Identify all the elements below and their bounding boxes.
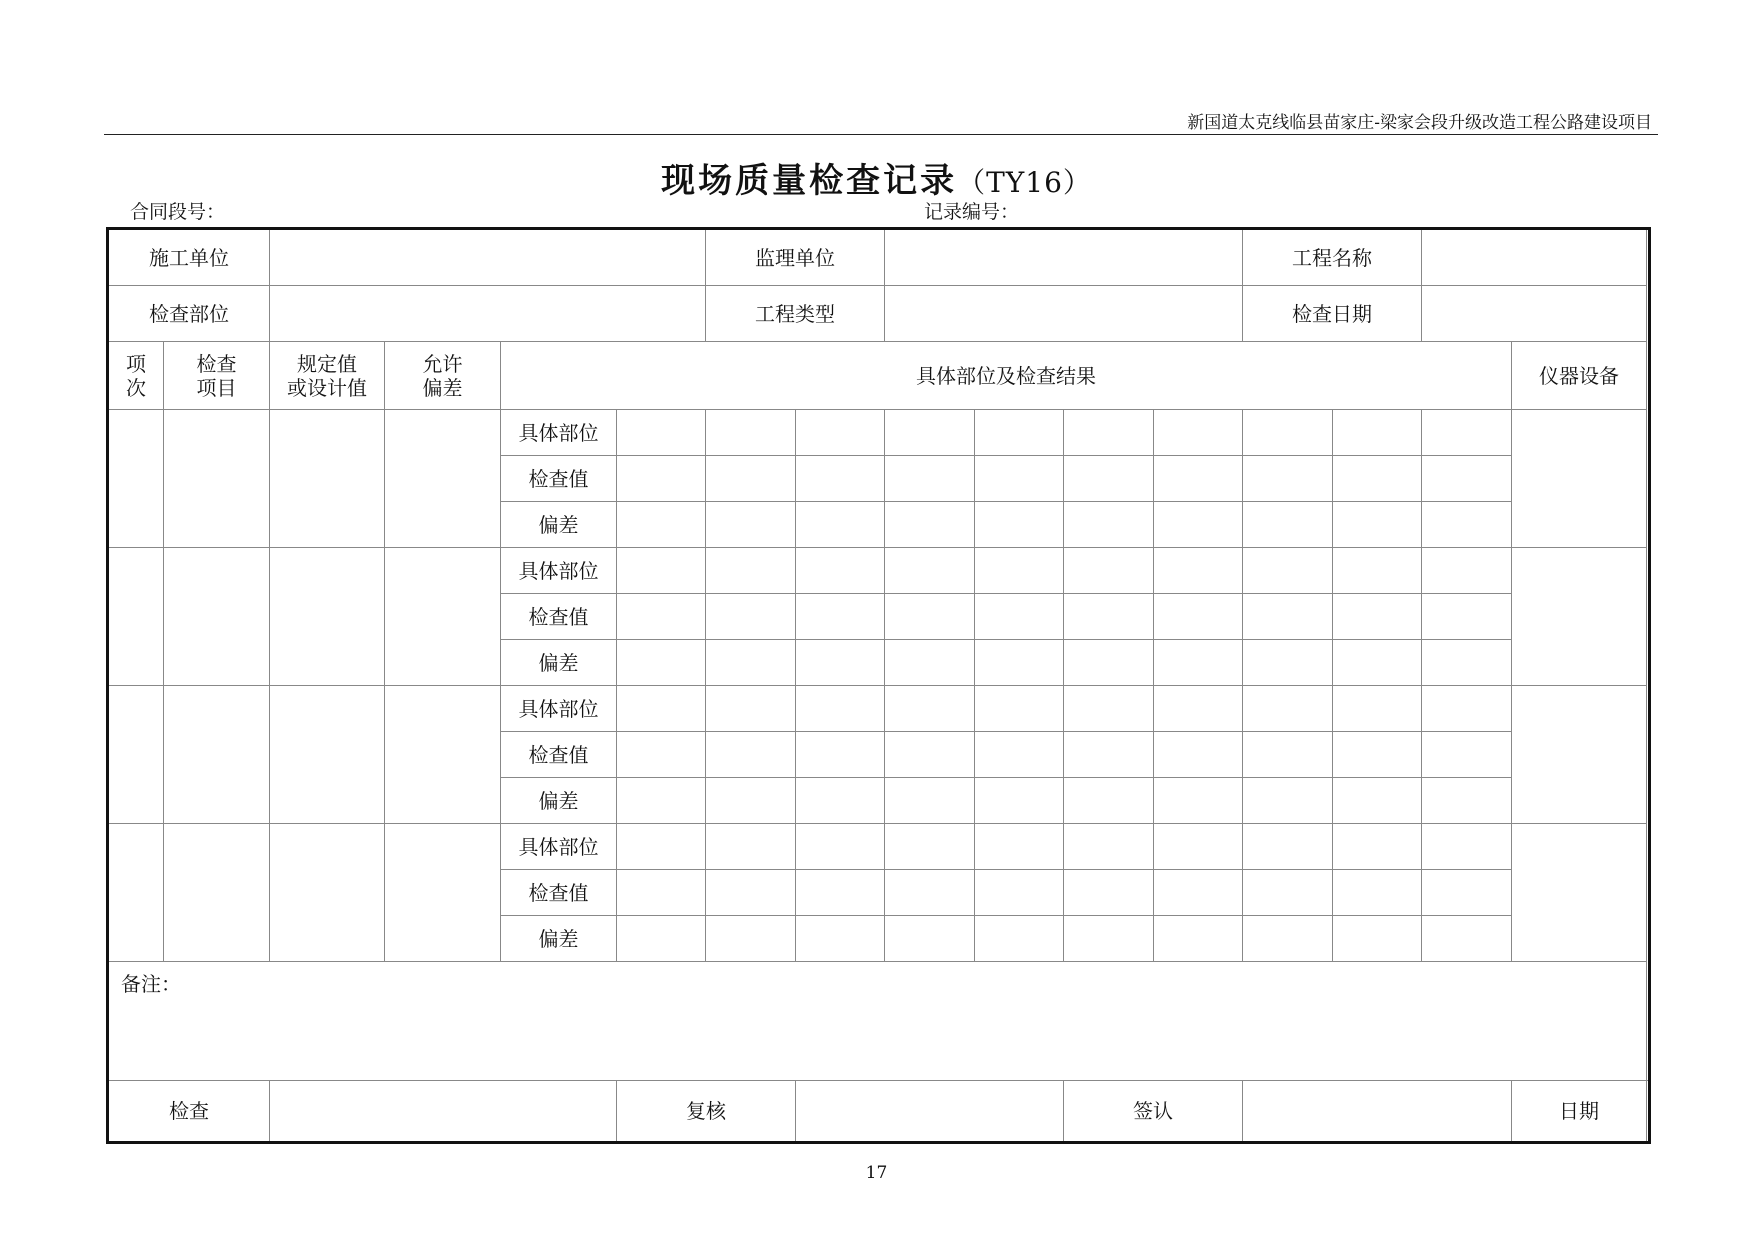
check-item-cell[interactable] bbox=[164, 410, 270, 548]
result-cell[interactable] bbox=[706, 916, 796, 962]
result-cell[interactable] bbox=[1422, 456, 1512, 502]
result-cell[interactable] bbox=[1422, 502, 1512, 548]
row-type-label: 检查值 bbox=[501, 594, 617, 640]
info-value-field[interactable] bbox=[270, 229, 706, 286]
col-header-item-no: 项 次 bbox=[108, 342, 164, 410]
result-cell[interactable] bbox=[1243, 456, 1333, 502]
row-type-label: 具体部位 bbox=[501, 686, 617, 732]
result-cell[interactable] bbox=[796, 594, 885, 640]
tolerance-cell[interactable] bbox=[385, 824, 501, 962]
result-cell[interactable] bbox=[1064, 456, 1154, 502]
signature-row bbox=[108, 1081, 1650, 1143]
result-cell[interactable] bbox=[975, 410, 1064, 456]
col-header-check-item: 检查 项目 bbox=[164, 342, 270, 410]
result-cell[interactable] bbox=[796, 916, 885, 962]
result-cell[interactable] bbox=[706, 594, 796, 640]
row-type-label: 检查值 bbox=[501, 732, 617, 778]
spec-value-cell[interactable] bbox=[270, 824, 385, 962]
result-cell[interactable] bbox=[796, 456, 885, 502]
info-label: 工程名称 bbox=[1243, 229, 1422, 286]
row-type-label: 具体部位 bbox=[501, 548, 617, 594]
result-cell[interactable] bbox=[975, 594, 1064, 640]
check-row bbox=[108, 686, 1650, 732]
result-cell[interactable] bbox=[617, 640, 706, 686]
result-cell[interactable] bbox=[1154, 456, 1243, 502]
result-cell[interactable] bbox=[1243, 548, 1333, 594]
result-cell[interactable] bbox=[885, 640, 975, 686]
spec-value-cell[interactable] bbox=[270, 410, 385, 548]
inspection-form-table bbox=[106, 227, 1651, 1144]
result-cell[interactable] bbox=[975, 732, 1064, 778]
header-rule bbox=[104, 134, 1658, 135]
signature-field[interactable] bbox=[796, 1081, 1064, 1143]
page-header: 新国道太克线临县苗家庄-梁家会段升级改造工程公路建设项目 bbox=[1187, 113, 1652, 133]
row-type-label: 检查值 bbox=[501, 870, 617, 916]
result-cell[interactable] bbox=[617, 594, 706, 640]
row-type-label: 偏差 bbox=[501, 502, 617, 548]
result-cell[interactable] bbox=[885, 456, 975, 502]
result-cell[interactable] bbox=[796, 824, 885, 870]
instrument-cell[interactable] bbox=[1512, 824, 1647, 962]
result-cell[interactable] bbox=[1064, 686, 1154, 732]
result-cell[interactable] bbox=[1333, 824, 1422, 870]
check-item-cell[interactable] bbox=[164, 548, 270, 686]
info-value-field[interactable] bbox=[1422, 229, 1647, 286]
result-cell[interactable] bbox=[1333, 548, 1422, 594]
row-type-label: 具体部位 bbox=[501, 410, 617, 456]
result-cell[interactable] bbox=[885, 410, 975, 456]
page-title bbox=[0, 153, 1753, 202]
result-cell[interactable] bbox=[1064, 548, 1154, 594]
result-cell[interactable] bbox=[975, 548, 1064, 594]
row-type-label: 偏差 bbox=[501, 916, 617, 962]
result-cell[interactable] bbox=[1154, 410, 1243, 456]
result-cell[interactable] bbox=[1154, 640, 1243, 686]
info-label: 施工单位 bbox=[108, 229, 270, 286]
result-cell[interactable] bbox=[796, 870, 885, 916]
item-no-cell[interactable] bbox=[108, 686, 164, 824]
result-cell[interactable] bbox=[1243, 502, 1333, 548]
result-cell[interactable] bbox=[885, 686, 975, 732]
check-item-cell[interactable] bbox=[164, 824, 270, 962]
spec-value-cell[interactable] bbox=[270, 686, 385, 824]
info-value-field[interactable] bbox=[885, 229, 1243, 286]
signature-label: 签认 bbox=[1064, 1081, 1243, 1143]
col-header-tolerance: 允许 偏差 bbox=[385, 342, 501, 410]
result-cell[interactable] bbox=[1064, 732, 1154, 778]
result-cell[interactable] bbox=[1333, 732, 1422, 778]
result-cell[interactable] bbox=[1333, 916, 1422, 962]
result-cell[interactable] bbox=[885, 870, 975, 916]
result-cell[interactable] bbox=[706, 686, 796, 732]
result-cell[interactable] bbox=[885, 732, 975, 778]
result-cell[interactable] bbox=[706, 410, 796, 456]
instrument-cell[interactable] bbox=[1512, 548, 1647, 686]
result-cell[interactable] bbox=[1064, 640, 1154, 686]
title-code: （TY16） bbox=[957, 166, 1092, 199]
row-type-label: 具体部位 bbox=[501, 824, 617, 870]
result-cell[interactable] bbox=[885, 548, 975, 594]
result-cell[interactable] bbox=[617, 456, 706, 502]
result-cell[interactable] bbox=[1333, 410, 1422, 456]
result-cell[interactable] bbox=[706, 824, 796, 870]
result-cell[interactable] bbox=[1064, 916, 1154, 962]
info-value-field[interactable] bbox=[270, 286, 706, 342]
result-cell[interactable] bbox=[1243, 640, 1333, 686]
result-cell[interactable] bbox=[617, 916, 706, 962]
result-cell[interactable] bbox=[617, 778, 706, 824]
info-value-field[interactable] bbox=[885, 286, 1243, 342]
signature-label: 复核 bbox=[617, 1081, 796, 1143]
column-header-row bbox=[108, 342, 1650, 410]
result-cell[interactable] bbox=[1422, 548, 1512, 594]
item-no-cell[interactable] bbox=[108, 410, 164, 548]
result-cell[interactable] bbox=[1333, 456, 1422, 502]
result-cell[interactable] bbox=[1154, 870, 1243, 916]
col-header-instrument: 仪器设备 bbox=[1512, 342, 1647, 410]
result-cell[interactable] bbox=[617, 686, 706, 732]
result-cell[interactable] bbox=[1422, 410, 1512, 456]
result-cell[interactable] bbox=[975, 640, 1064, 686]
result-cell[interactable] bbox=[885, 594, 975, 640]
item-no-cell[interactable] bbox=[108, 548, 164, 686]
result-cell[interactable] bbox=[885, 778, 975, 824]
result-cell[interactable] bbox=[1333, 778, 1422, 824]
result-cell[interactable] bbox=[975, 778, 1064, 824]
result-cell[interactable] bbox=[796, 502, 885, 548]
result-cell[interactable] bbox=[975, 686, 1064, 732]
record-number-label: 记录编号： bbox=[924, 201, 1020, 223]
result-cell[interactable] bbox=[975, 916, 1064, 962]
result-cell[interactable] bbox=[1243, 732, 1333, 778]
result-cell[interactable] bbox=[975, 456, 1064, 502]
result-cell[interactable] bbox=[617, 824, 706, 870]
result-cell[interactable] bbox=[706, 732, 796, 778]
result-cell[interactable] bbox=[796, 640, 885, 686]
item-no-cell[interactable] bbox=[108, 824, 164, 962]
result-cell[interactable] bbox=[706, 456, 796, 502]
result-cell[interactable] bbox=[796, 778, 885, 824]
tolerance-cell[interactable] bbox=[385, 410, 501, 548]
result-cell[interactable] bbox=[1243, 594, 1333, 640]
result-cell[interactable] bbox=[1422, 916, 1512, 962]
info-row bbox=[108, 229, 1650, 286]
result-cell[interactable] bbox=[1422, 686, 1512, 732]
spec-value-cell[interactable] bbox=[270, 548, 385, 686]
instrument-cell[interactable] bbox=[1512, 686, 1647, 824]
tolerance-cell[interactable] bbox=[385, 686, 501, 824]
check-row bbox=[108, 824, 1650, 870]
result-cell[interactable] bbox=[1243, 916, 1333, 962]
result-cell[interactable] bbox=[1154, 502, 1243, 548]
check-row bbox=[108, 548, 1650, 594]
result-cell[interactable] bbox=[1243, 870, 1333, 916]
result-cell[interactable] bbox=[706, 640, 796, 686]
result-cell[interactable] bbox=[1422, 732, 1512, 778]
row-type-label: 偏差 bbox=[501, 640, 617, 686]
col-header-spec-value: 规定值 或设计值 bbox=[270, 342, 385, 410]
info-label: 检查部位 bbox=[108, 286, 270, 342]
result-cell[interactable] bbox=[706, 870, 796, 916]
tolerance-cell[interactable] bbox=[385, 548, 501, 686]
result-cell[interactable] bbox=[1064, 594, 1154, 640]
result-cell[interactable] bbox=[1154, 824, 1243, 870]
info-value-field[interactable] bbox=[1422, 286, 1647, 342]
result-cell[interactable] bbox=[1064, 410, 1154, 456]
result-cell[interactable] bbox=[706, 778, 796, 824]
result-cell[interactable] bbox=[1154, 594, 1243, 640]
signature-field[interactable] bbox=[1647, 1081, 1650, 1143]
signature-label: 日期 bbox=[1512, 1081, 1647, 1143]
result-cell[interactable] bbox=[975, 502, 1064, 548]
result-cell[interactable] bbox=[796, 732, 885, 778]
result-cell[interactable] bbox=[1243, 410, 1333, 456]
result-cell[interactable] bbox=[617, 502, 706, 548]
result-cell[interactable] bbox=[796, 410, 885, 456]
result-cell[interactable] bbox=[1154, 686, 1243, 732]
result-cell[interactable] bbox=[975, 824, 1064, 870]
result-cell[interactable] bbox=[1064, 502, 1154, 548]
result-cell[interactable] bbox=[1154, 732, 1243, 778]
result-cell[interactable] bbox=[617, 732, 706, 778]
col-header-results: 具体部位及检查结果 bbox=[501, 342, 1512, 410]
result-cell[interactable] bbox=[1333, 686, 1422, 732]
row-type-label: 检查值 bbox=[501, 456, 617, 502]
result-cell[interactable] bbox=[706, 548, 796, 594]
result-cell[interactable] bbox=[1064, 778, 1154, 824]
result-cell[interactable] bbox=[1422, 640, 1512, 686]
result-cell[interactable] bbox=[1243, 778, 1333, 824]
result-cell[interactable] bbox=[617, 870, 706, 916]
result-cell[interactable] bbox=[1064, 870, 1154, 916]
result-cell[interactable] bbox=[617, 548, 706, 594]
result-cell[interactable] bbox=[1333, 870, 1422, 916]
result-cell[interactable] bbox=[1154, 916, 1243, 962]
signature-field[interactable] bbox=[270, 1081, 617, 1143]
result-cell[interactable] bbox=[1422, 594, 1512, 640]
result-cell[interactable] bbox=[1243, 686, 1333, 732]
info-row bbox=[108, 286, 1650, 342]
remarks-label[interactable]: 备注： bbox=[108, 962, 1647, 1081]
page-number: 17 bbox=[865, 1163, 888, 1183]
signature-label: 检查 bbox=[108, 1081, 270, 1143]
result-cell[interactable] bbox=[617, 410, 706, 456]
result-cell[interactable] bbox=[885, 916, 975, 962]
result-cell[interactable] bbox=[1333, 594, 1422, 640]
info-label: 工程类型 bbox=[706, 286, 885, 342]
remarks-row bbox=[108, 962, 1650, 1081]
result-cell[interactable] bbox=[1333, 502, 1422, 548]
result-cell[interactable] bbox=[1243, 824, 1333, 870]
result-cell[interactable] bbox=[1422, 824, 1512, 870]
result-cell[interactable] bbox=[1333, 640, 1422, 686]
result-cell[interactable] bbox=[796, 548, 885, 594]
check-item-cell[interactable] bbox=[164, 686, 270, 824]
check-row bbox=[108, 410, 1650, 456]
result-cell[interactable] bbox=[885, 502, 975, 548]
result-cell[interactable] bbox=[706, 502, 796, 548]
result-cell[interactable] bbox=[1064, 824, 1154, 870]
result-cell[interactable] bbox=[1422, 870, 1512, 916]
row-type-label: 偏差 bbox=[501, 778, 617, 824]
result-cell[interactable] bbox=[1154, 548, 1243, 594]
result-cell[interactable] bbox=[796, 686, 885, 732]
result-cell[interactable] bbox=[885, 824, 975, 870]
result-cell[interactable] bbox=[1422, 778, 1512, 824]
result-cell[interactable] bbox=[1154, 778, 1243, 824]
title-main: 现场质量检查记录 bbox=[661, 161, 958, 201]
info-label: 检查日期 bbox=[1243, 286, 1422, 342]
result-cell[interactable] bbox=[975, 870, 1064, 916]
signature-field[interactable] bbox=[1243, 1081, 1512, 1143]
contract-number-label: 合同段号： bbox=[130, 201, 226, 223]
info-label: 监理单位 bbox=[706, 229, 885, 286]
instrument-cell[interactable] bbox=[1512, 410, 1647, 548]
